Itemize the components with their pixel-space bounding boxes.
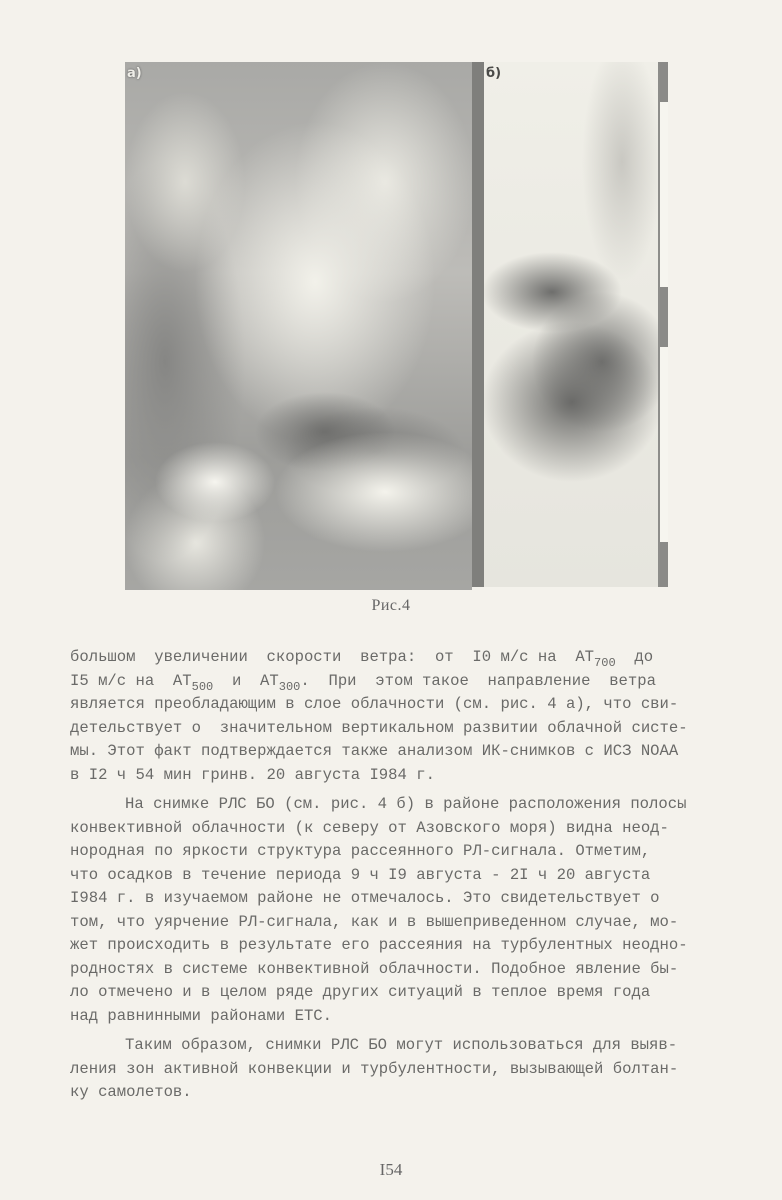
text-line: над равнинными районами ЕТС. [70,1006,333,1025]
panel-label-b: б) [486,66,502,81]
body-text [70,646,770,1105]
panel-label-a: а) [127,66,142,81]
text-line: что осадков в течение периода 9 ч I9 августа - 2I ч 20 августа [70,865,651,884]
figure-4 [125,62,670,592]
text-line: I5 м/с на $АТ_{500}$ и $АТ_{300}$. При этом такое направление ветра [70,671,656,694]
text-line: Таким образом, снимки РЛС БО могут использоваться для выяв- [125,1036,678,1054]
text-line: На снимке РЛС БО (см. рис. 4 б) в районе расположения полосы [125,795,687,813]
text-line: ку самолетов. [70,1083,192,1101]
text-line: конвективной облачности (к северу от Азовского моря) видна неод- [70,818,669,837]
image-scale-strip [658,62,668,587]
page-number: I54 [379,1160,403,1179]
text-line: мы. Этот факт подтверждается также анализом ИК-снимков с ИСЗ NOAA [70,742,679,760]
text-line: большом увеличении скорости ветра: от I0 м/с на $АТ_{700}$ до [70,648,654,670]
text-line: родностях в системе конвективной облачности. Подобное явление бы- [70,959,679,978]
paragraph-1 [70,646,770,787]
text-line: том, что уярчение РЛ-сигнала, как и в вышеприведенном случае, мо- [70,912,679,931]
paragraph-3 [70,1034,770,1105]
satellite-image-a [125,62,472,590]
paragraph-2 [70,793,770,1028]
text-line: ло отмечено и в целом ряде других ситуаций в теплое время года [70,983,651,1001]
text-line: ления зон активной конвекции и турбулентности, вызывающей болтан- [70,1059,679,1078]
figure-caption: Рис.4 [371,597,411,614]
text-line: нородная по яркости структура рассеянного РЛ-сигнала. Отметим, [70,842,651,860]
text-line: I984 г. в изучаемом районе не отмечалось. Это свидетельствует о [70,889,660,907]
image-border-band [472,62,484,587]
text-line: в I2 ч 54 мин гринв. 20 августа I984 г. [70,765,435,784]
radar-image-b [472,62,668,587]
text-line: является преобладающим в слое облачности (см. рис. 4 а), что сви- [70,695,679,713]
text-line: детельствует о значительном вертикальном развитии облачной систе- [70,718,688,737]
text-line: жет происходить в результате его рассеяния на турбулентных неодно- [70,936,688,954]
